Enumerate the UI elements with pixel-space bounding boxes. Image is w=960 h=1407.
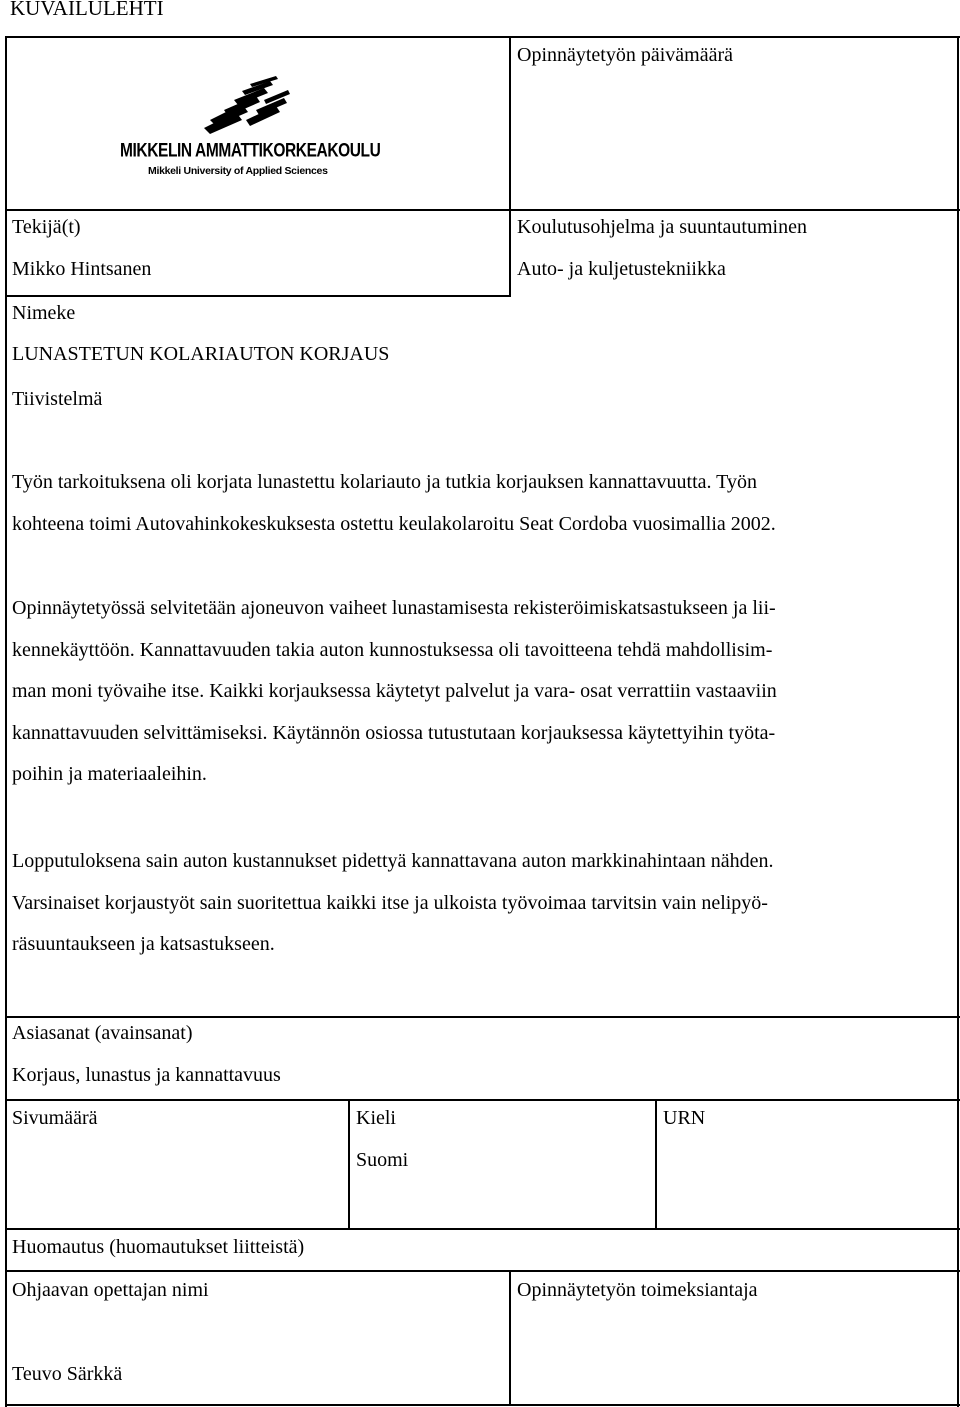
author-value: Mikko Hintsanen bbox=[12, 258, 152, 280]
divider-language-urn bbox=[655, 1099, 657, 1230]
frame-right-border bbox=[957, 36, 959, 1407]
title-value: LUNASTETUN KOLARIAUTON KORJAUS bbox=[12, 343, 390, 365]
divider-top-middle bbox=[509, 36, 511, 297]
abstract-line: kannattavuuden selvittämiseksi. Käytännön osiossa tutustutaan korjauksessa käytettyihin työta- bbox=[12, 721, 776, 744]
abstract-line: Lopputuloksena sain auton kustannukset pidettyä kannattavana auton markkinahintaan nähden. bbox=[12, 850, 774, 872]
abstract-label: Tiivistelmä bbox=[12, 388, 103, 410]
programme-value: Auto- ja kuljetustekniikka bbox=[517, 258, 726, 280]
thesis-date-label: Opinnäytetyön päivämäärä bbox=[517, 44, 734, 66]
university-logo-emblem bbox=[118, 76, 363, 136]
frame-top-border bbox=[5, 36, 960, 38]
divider-under-author bbox=[5, 295, 511, 297]
abstract-line: räsuuntaukseen ja katsastukseen. bbox=[12, 933, 275, 955]
frame-bottom-border bbox=[5, 1404, 960, 1406]
supervisor-value: Teuvo Särkkä bbox=[12, 1363, 123, 1385]
university-logo bbox=[118, 76, 381, 186]
author-label: Tekijä(t) bbox=[12, 216, 81, 238]
abstract-line: kohteena toimi Autovahinkokeskuksesta ostettu keulakolaroitu Seat Cordoba vuosimallia 2002. bbox=[12, 512, 776, 535]
commissioner-label: Opinnäytetyön toimeksiantaja bbox=[517, 1279, 758, 1301]
notes-label: Huomautus (huomautukset liitteistä) bbox=[12, 1236, 305, 1258]
abstract-paragraph-1 bbox=[12, 462, 950, 545]
divider-above-supervisor bbox=[5, 1270, 960, 1272]
language-label: Kieli bbox=[356, 1107, 396, 1129]
urn-label: URN bbox=[663, 1107, 706, 1129]
divider-pages-language bbox=[348, 1099, 350, 1230]
language-value: Suomi bbox=[356, 1149, 409, 1171]
abstract-line: Varsinaiset korjaustyöt sain suoritettua kaikki itse ja ulkoista työvoimaa tarvitsin vain nelipyö- bbox=[12, 891, 768, 914]
abstract-line: poihin ja materiaaleihin. bbox=[12, 763, 207, 785]
keywords-label: Asiasanat (avainsanat) bbox=[12, 1022, 193, 1044]
programme-label: Koulutusohjelma ja suuntautuminen bbox=[517, 216, 807, 238]
divider-above-pages bbox=[5, 1099, 960, 1101]
abstract-paragraph-3 bbox=[12, 841, 950, 966]
divider-above-notes bbox=[5, 1228, 960, 1230]
supervisor-label: Ohjaavan opettajan nimi bbox=[12, 1279, 209, 1301]
abstract-line: Opinnäytetyössä selvitetään ajoneuvon vaiheet lunastamisesta rekisteröimiskatsastukseen ja lii- bbox=[12, 597, 776, 619]
document-title: KUVAILULEHTI bbox=[10, 0, 164, 20]
abstract-line: Työn tarkoituksena oli korjata lunastettu kolariauto ja tutkia korjauksen kannattavuutta. Työn bbox=[12, 471, 757, 493]
divider-supervisor-commissioner bbox=[509, 1270, 511, 1406]
abstract-line: man moni työvaihe itse. Kaikki korjauksessa käytetyt palvelut ja vara- osat verrattiin vastaaviin bbox=[12, 680, 777, 702]
abstract-line: kennekäyttöön. Kannattavuuden takia auton kunnostuksessa oli tavoitteena tehdä mahdollisim- bbox=[12, 638, 773, 661]
keywords-value: Korjaus, lunastus ja kannattavuus bbox=[12, 1064, 281, 1086]
university-subname: Mikkeli University of Applied Sciences bbox=[148, 165, 328, 177]
title-label: Nimeke bbox=[12, 302, 76, 324]
divider-under-logo bbox=[5, 209, 960, 211]
frame-left-border bbox=[5, 36, 7, 1407]
abstract-paragraph-2 bbox=[12, 588, 950, 796]
university-name: MIKKELIN AMMATTIKORKEAKOULU bbox=[120, 140, 381, 162]
divider-above-keywords bbox=[5, 1016, 960, 1018]
pages-label: Sivumäärä bbox=[12, 1107, 98, 1129]
